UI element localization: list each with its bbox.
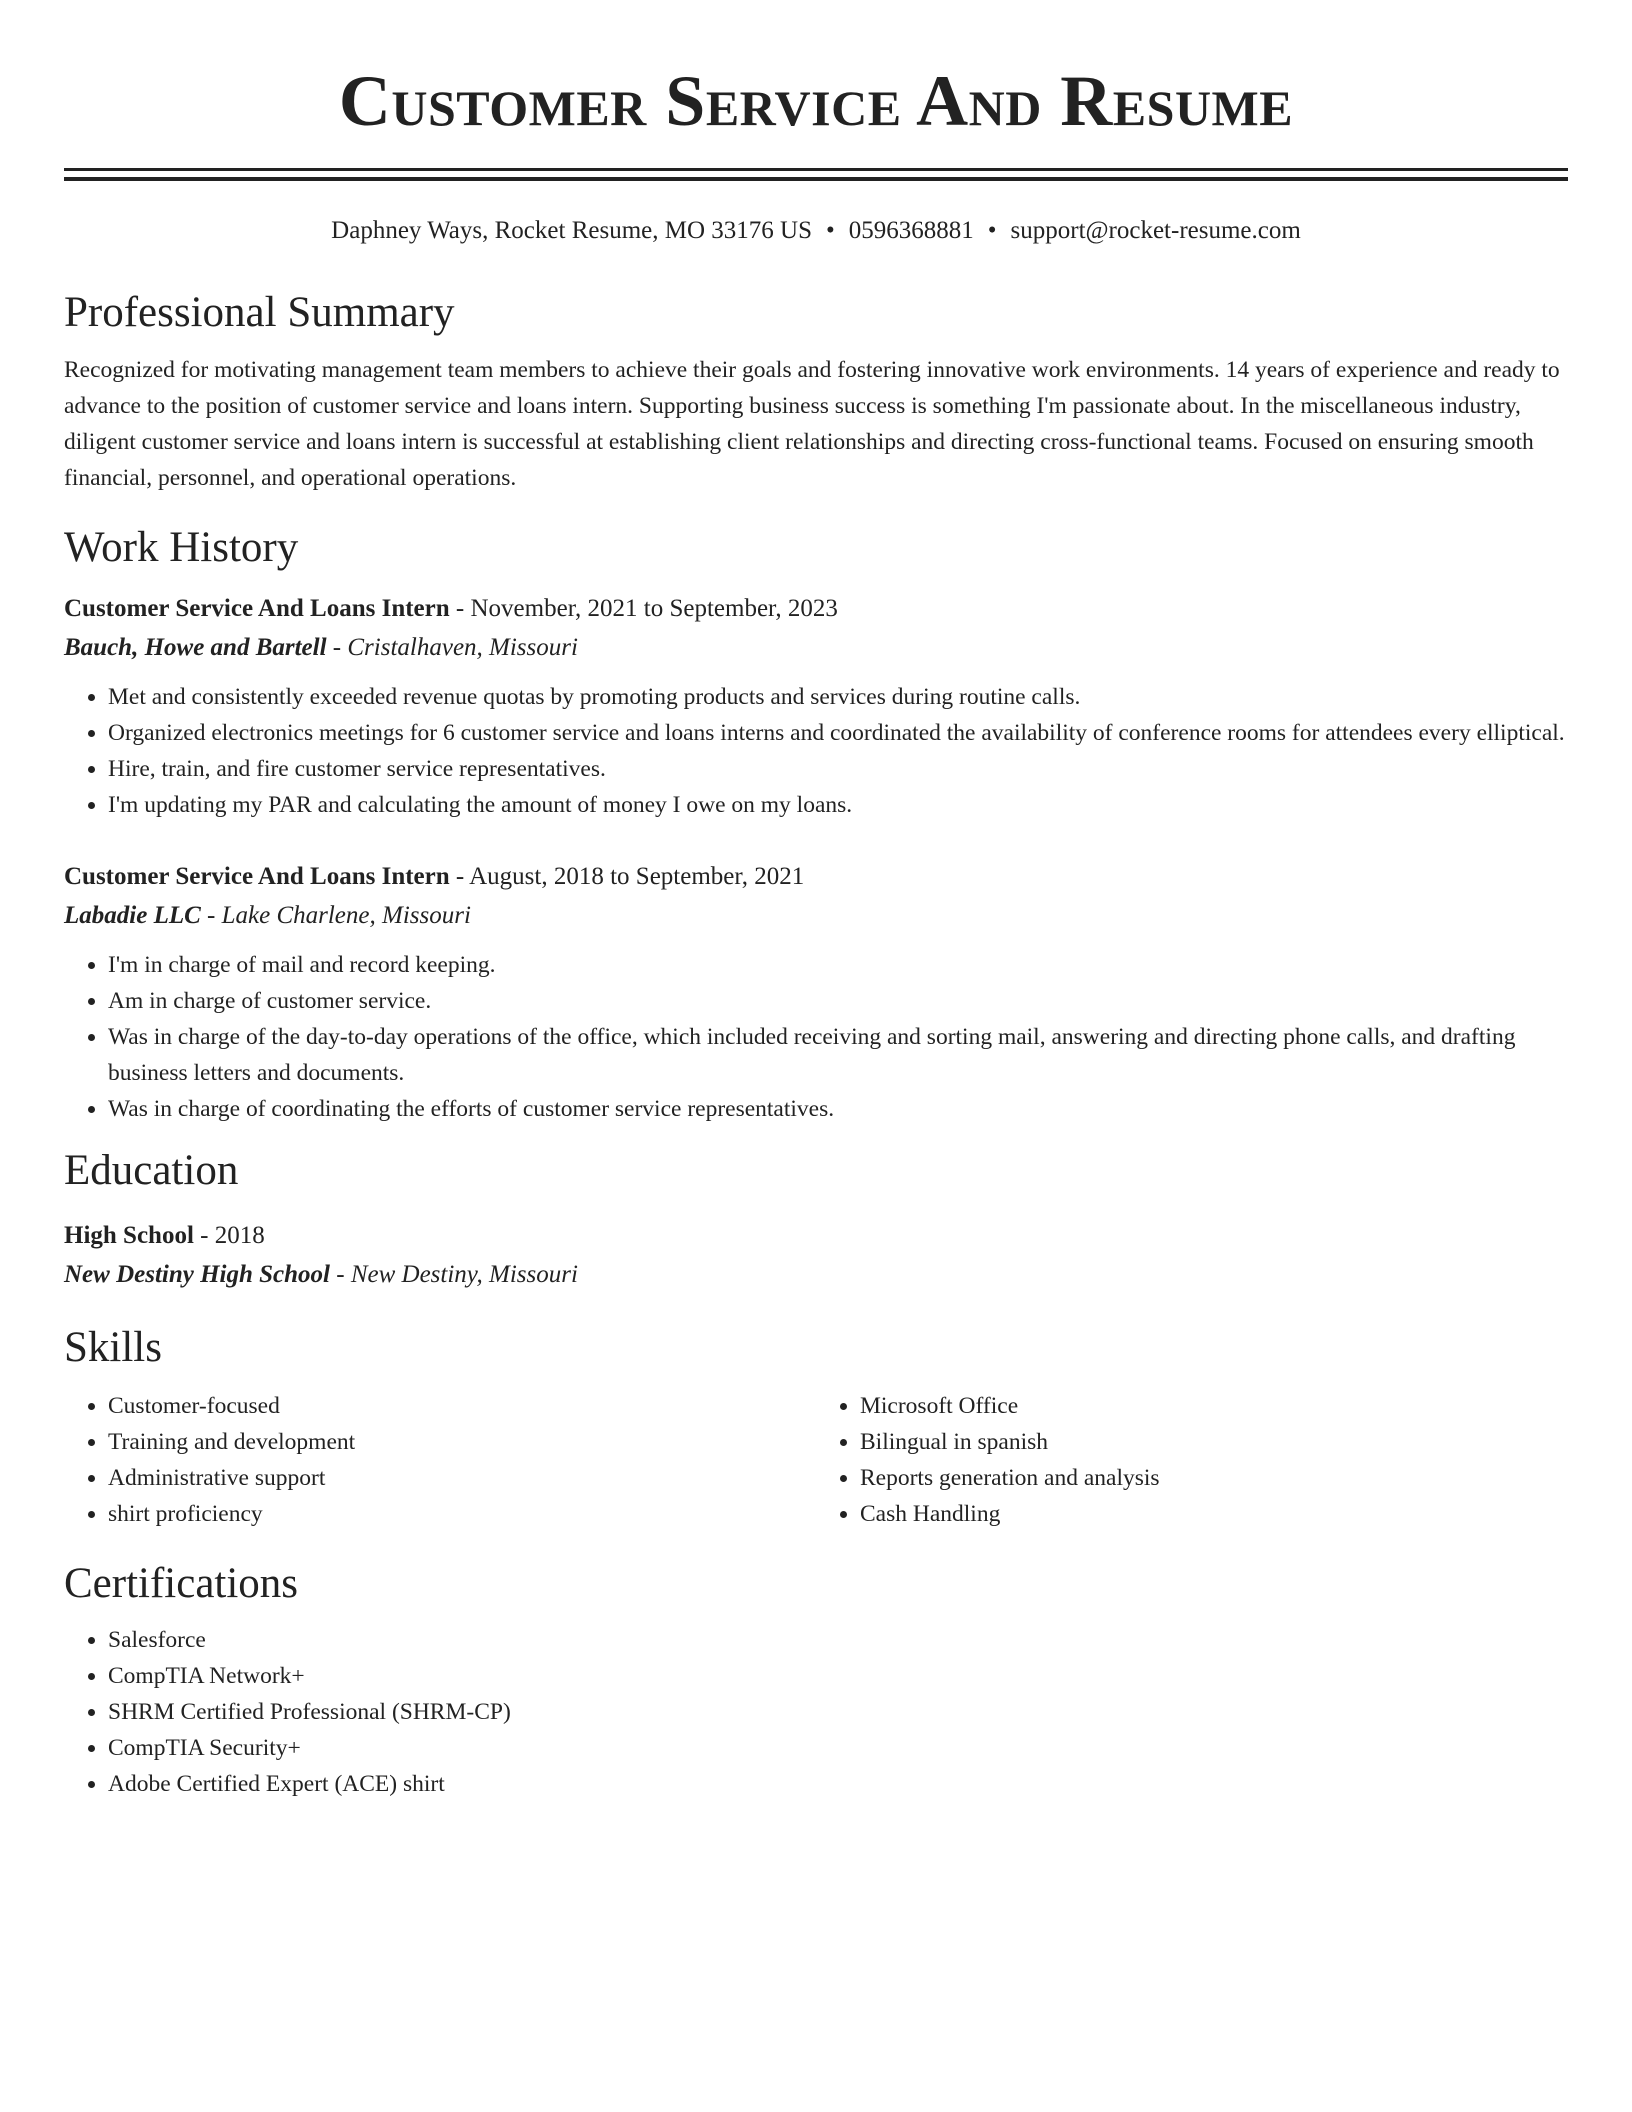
summary-text: Recognized for motivating management team members to achieve their goals and fostering innovative work environments. 14 years of experience and ready to advance to the position of customer service and loans intern. Supporting business success is something I'm passionate about. In the miscellaneous industry, diligent customer service and loans intern is successful at establishing client relationships and directing cross-functional teams. Focused on ensuring smooth financial, personnel, and operational operations. bbox=[64, 357, 1560, 491]
list-item: • Organized electronics meetings for 6 customer service and loans interns and coordinated the availability of conference rooms for attendees every elliptical. bbox=[108, 715, 1568, 751]
education-school-line bbox=[64, 1255, 1568, 1294]
job-location: - Cristalhaven, Missouri bbox=[326, 634, 578, 661]
list-item: • Hire, train, and fire customer service representatives. bbox=[108, 751, 1568, 787]
job-entry bbox=[64, 858, 1568, 1127]
list-item: • Met and consistently exceeded revenue quotas by promoting products and services during routine calls. bbox=[108, 679, 1568, 715]
section-heading-work-history: Work History bbox=[64, 524, 299, 571]
skills-column-right bbox=[816, 1388, 1568, 1532]
list-item: • Was in charge of the day-to-day operations of the office, which included receiving and sorting mail, answering and directing phone calls, and drafting business letters and documents. bbox=[108, 1019, 1568, 1091]
section-heading-summary: Professional Summary bbox=[64, 289, 455, 336]
contact-email: support@rocket-resume.com bbox=[1010, 217, 1301, 244]
list-item: • Microsoft Office bbox=[860, 1388, 1568, 1424]
skills-column-left bbox=[64, 1388, 816, 1532]
contact-line bbox=[64, 215, 1568, 247]
education-degree-line bbox=[64, 1217, 1568, 1255]
job-title-line bbox=[64, 858, 1568, 896]
job-dates: - November, 2021 to September, 2023 bbox=[449, 595, 838, 622]
list-item: • I'm updating my PAR and calculating the amount of money I owe on my loans. bbox=[108, 787, 1568, 823]
education-school: New Destiny High School bbox=[64, 1261, 330, 1288]
job-bullets bbox=[64, 947, 1568, 1127]
job-location: - Lake Charlene, Missouri bbox=[200, 902, 471, 929]
certifications-list bbox=[64, 1622, 1568, 1802]
job-title: Customer Service And Loans Intern bbox=[64, 863, 450, 890]
list-item: • Am in charge of customer service. bbox=[108, 983, 1568, 1019]
education-degree: High School bbox=[64, 1222, 194, 1249]
list-item: • Bilingual in spanish bbox=[860, 1424, 1568, 1460]
section-heading-skills: Skills bbox=[64, 1324, 162, 1371]
list-item: • SHRM Certified Professional (SHRM-CP) bbox=[108, 1694, 1568, 1730]
job-entry bbox=[64, 590, 1568, 823]
resume-title: Customer Service And Resume bbox=[338, 61, 1294, 141]
job-title: Customer Service And Loans Intern bbox=[64, 595, 450, 622]
contact-address: Daphney Ways, Rocket Resume, MO 33176 US bbox=[331, 217, 812, 244]
list-item: • shirt proficiency bbox=[108, 1496, 816, 1532]
job-company: Bauch, Howe and Bartell bbox=[64, 634, 327, 661]
job-company-line bbox=[64, 628, 1568, 667]
job-bullets bbox=[64, 679, 1568, 823]
list-item: • CompTIA Security+ bbox=[108, 1730, 1568, 1766]
title-divider-bottom bbox=[64, 177, 1568, 181]
section-heading-certifications: Certifications bbox=[64, 1560, 299, 1607]
list-item: • Cash Handling bbox=[860, 1496, 1568, 1532]
list-item: • Training and development bbox=[108, 1424, 816, 1460]
title-divider-top bbox=[64, 168, 1568, 171]
job-company-line bbox=[64, 896, 1568, 935]
list-item: • Customer-focused bbox=[108, 1388, 816, 1424]
job-dates: - August, 2018 to September, 2021 bbox=[449, 863, 805, 890]
contact-separator: • bbox=[825, 217, 835, 244]
contact-phone: 0596368881 bbox=[848, 217, 974, 244]
education-year: - 2018 bbox=[193, 1222, 265, 1249]
list-item: • Was in charge of coordinating the efforts of customer service representatives. bbox=[108, 1091, 1568, 1127]
skills-grid bbox=[64, 1388, 1568, 1532]
education-location: - New Destiny, Missouri bbox=[330, 1261, 578, 1288]
list-item: • I'm in charge of mail and record keeping. bbox=[108, 947, 1568, 983]
list-item: • Adobe Certified Expert (ACE) shirt bbox=[108, 1766, 1568, 1802]
contact-separator: • bbox=[987, 217, 997, 244]
job-title-line bbox=[64, 590, 1568, 628]
list-item: • Administrative support bbox=[108, 1460, 816, 1496]
list-item: • Salesforce bbox=[108, 1622, 1568, 1658]
list-item: • CompTIA Network+ bbox=[108, 1658, 1568, 1694]
job-company: Labadie LLC bbox=[64, 902, 201, 929]
list-item: • Reports generation and analysis bbox=[860, 1460, 1568, 1496]
section-heading-education: Education bbox=[64, 1147, 239, 1194]
